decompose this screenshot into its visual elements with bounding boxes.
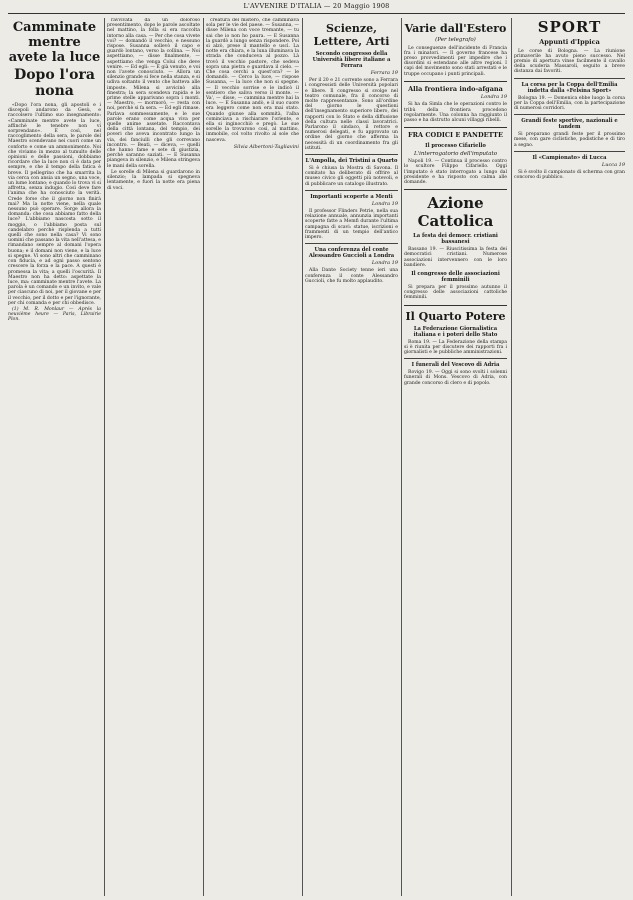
separator (404, 189, 507, 190)
running-head: L'AVVENIRE D'ITALIA — 20 Maggio 1908 (243, 2, 390, 10)
separator (404, 81, 507, 82)
article-subtitle: Il processo Cifariello (425, 142, 486, 149)
article-body: Rovigo 19. — Oggi si sono svolti i solenni funerali di Mons. Vescovo di Adria, con grande concorso di clero e di popolo. (404, 370, 507, 386)
column-2 (107, 18, 200, 896)
article-subtitle: La festa dei democr. cristiani bassanesi (413, 233, 498, 246)
dateline: Ferrara 19 (370, 70, 398, 76)
section-title-azione-cattolica: Azione Cattolica (417, 194, 494, 231)
article-body: «Dopo l'ora nona, gli apostoli e i discepoli andarono da Gesù, e raccolsero l'ultimo suo insegnamento: «Camminate mentre avete la luce, affinchè le tenebre non vi sorprendano». E così, nel raccoglimento della sera, le parole del Maestro scendevano nei cuori come un conforto e come un ammonimento. Noi che viviamo in mezzo al tumulto delle opinioni e delle passioni, dobbiamo ricordare che la luce non ci è data per sempre, e che il tempo della fatica è breve. Il pellegrino che ha smarrita la via cerca con ansia un segno, una voce, un lume lontano; e quando lo trova vi si affretta, senza indugio. Così deve fare l'anima che ha conosciuto la verità. Crede forse che il giorno non finirà mai? Ma la notte viene, nella quale nessuno può operare. Sorge allora la domanda: che cosa abbiamo fatto della luce? L'abbiamo nascosta sotto il moggio, o l'abbiamo posta sul candelabro perchè risplenda a tutti quelli che sono nella casa? Vi sono uomini che passano la vita nell'attesa, e rimandano sempre al domani l'opera buona; e il domani non viene, e la luce si spegne. Vi sono altri che camminano con fiducia, e ad ogni passo sentono crescere la forza e la pace. A questi è promessa la vita; a quelli l'oscurità. Il Maestro non ha detto: aspettate la luce, ma: camminate mentre l'avete. La parola è un comando e un invito, e vale per ciascuno di noi, per il giovane e per il vecchio, per il dotto e per l'ignorante, per chi comanda e per chi obbedisce. (8, 103, 101, 306)
article-body: Alla Dante Society tenne ieri una conferenza il conte Alessandro Guccioli, che fu molto applaudito. (305, 268, 398, 284)
separator (404, 305, 507, 306)
separator (305, 190, 398, 191)
article-body: Il professor Flinders Petrie, nella sua relazione annuale, annunzia importanti scoperte fatte a Memfi durante l'ultima campagna di scavi: statue, iscrizioni e frammenti di un tempio dell'antico impero. (305, 209, 398, 241)
article-subtitle: L'Ampolla, dei Tristini a Quarto (305, 158, 398, 165)
article-deck: Secondo congresso della Università libere italiane a Ferrara (312, 51, 391, 69)
section-subtitle: Appunti d'Ippica (539, 38, 600, 46)
separator (305, 243, 398, 244)
article-subtitle: Importanti scoperte a Mentì (310, 193, 393, 200)
story-body: ravvivata da un doloroso presentimento, dopo le parole ascoltate nel mattino, la folla si era raccolta intorno alla casa. — Per che cosa vivete voi? — domandò il vecchio, e nessuno rispose. Susanna sollevò il capo e guardò lontano, verso la collina. — Noi aspettiamo, — disse finalmente, — aspettiamo che venga Colui che deve venire. — Ed egli: — È già venuto, e voi non l'avete conosciuto. — Allora un silenzio grande si fece nella stanza, e si udiva soltanto il vento che batteva alle imposte. Milena si avvicinò alla finestra; la sera scendeva rapida e le prime stelle apparivano sopra i monti. — Maestro, — mormorò, — resta con noi, perchè si fa sera. — Ed egli rimase. Parlava sommessamente, e le sue parole erano come acqua viva per quelle anime assetate. Raccontava della città lontana, del tempio, dei poveri che aveva incontrato lungo la via, dei fanciulli che gli correvano incontro. — Beati, — diceva, — quelli che hanno fame e sete di giustizia, perchè saranno saziati. — E Susanna piangeva in silenzio, e Milena stringeva le mani della sorella. (107, 18, 200, 169)
article-deck: L'interrogatorio dell'imputato (413, 150, 498, 157)
column-3 (206, 18, 299, 896)
author-signature: Silvia Albertoni-Tagliavini (233, 143, 299, 150)
article-body: Si è chiusa la Mostra di Savona. Il comitato ha deliberato di offrire al museo civico gli oggetti più notevoli, e di pubblicare un catalogo illustrato. (305, 166, 398, 187)
article-body: Le corse di Bologna. — La riunione primaverile ha avuto pieno successo. Nel premio di apertura vinse facilmente il cavallo della scuderia Massaroli, seguito a breve distanza dai favoriti. (514, 48, 625, 75)
article-title-camminate: Camminate mentre avete la luce (8, 20, 101, 65)
article-body: Si ha da Simla che le operazioni contro le tribù della frontiera procedono regolarmente. Una colonna ha raggiunto il passo e ha distrutto alcuni villaggi ribelli. (404, 102, 507, 124)
column-divider (203, 18, 204, 896)
separator (404, 127, 507, 128)
section-title-sport: SPORT (537, 18, 602, 36)
column-divider (104, 18, 105, 896)
dateline: Lucca 19 (601, 161, 625, 168)
article-body: Si prepara per il prossimo autunno il congresso delle associazioni cattoliche femminili. (404, 285, 507, 301)
section-title-frontiera: Alla frontiera indo-afgana (408, 84, 503, 93)
header-rule (8, 13, 625, 14)
separator (514, 114, 625, 115)
article-body: Si preparano grandi feste per il prossimo mese, con gare ciclistiche, podistiche e di tiro a segno. (514, 132, 625, 148)
article-title-dopo-ora-nona: Dopo l'ora nona (14, 67, 95, 99)
dateline: Londra 19 (371, 260, 398, 267)
article-subtitle: Una conferenza del conte Alessandro Guccioli a Londra (308, 247, 395, 260)
column-4 (305, 18, 398, 896)
article-body: Bassano 19. — Riuscitissima la festa dei democratici cristiani. Numerose associazioni intervennero con le loro bandiere. (404, 247, 507, 268)
separator (514, 78, 625, 79)
column-5 (404, 18, 507, 896)
story-closing: Le sorelle di Milena si guardarono in silenzio; la lampada si spegneva lentamente, e fuori la notte era piena di voci. (107, 169, 200, 191)
article-subtitle: Grandi feste sportive, nazionali e tandem (521, 118, 618, 131)
article-body: Le conseguenze dell'incidente di Francia fra i minatori. — Il governo francese ha preso provvedimenti per impedire che i disordini si estendano alle altre regioni. I capi del movimento sono stati arrestati e le truppe occupano i punti principali. (404, 45, 507, 77)
section-title-scienze: Scienze, Lettere, Arti (313, 22, 390, 48)
separator (404, 358, 507, 359)
footnote: (1) M. R. Monlaur — Aprés la neuvième heure — Paris, Librairie Plon. (8, 306, 101, 323)
article-body: Roma 19. — La Federazione della stampa si è riunita per discutere dei rapporti fra i giornalisti e le pubbliche amministrazioni. (404, 339, 507, 356)
article-body: Si è svolto il campionato di scherma con gran concorso di pubblico. (514, 169, 625, 181)
column-divider (401, 18, 402, 896)
article-subtitle: Il congresso delle associazioni femminili (411, 271, 500, 284)
section-title-quarto-potere: Il Quarto Potere (405, 309, 506, 323)
column-6 (514, 18, 625, 896)
story-body: creatura del mistero, che camminava sola per le vie del paese. — Susanna, — disse Milena con voce tremante, — tu sai che io non ho paura. — E Susanna la guardò a lungo senza rispondere. Poi si alzò, prese il mantello e uscì. La notte era chiara, e la luna illuminava la strada che conduceva al pozzo. Là trovò il vecchio pastore, che sedeva sopra una pietra e guardava il cielo. — Che cosa cerchi a quest'ora? — le domandò. — Cerco la luce, — rispose Susanna, — la luce che non si spegne. — Il vecchio sorrise e le indicò il sentiero che saliva verso il monte. — Va', — disse, — cammina mentre hai la luce. — E Susanna andò, e il suo cuore era leggero come non era mai stato. Quando giunse alla sommità, l'alba cominciava a rischiarare l'oriente, e ella si inginocchiò e pregò. Le sue sorelle la trovarono così, al mattino, immobile, col volto rivolto al sole che nasceva. (206, 18, 299, 143)
section-title-varie-estero: Varie dall'Estero (404, 22, 507, 35)
column-divider (302, 18, 303, 896)
column-1 (8, 18, 101, 896)
article-subtitle: La Federazione Giornalistica italiana e i poteri dello Stato (413, 325, 498, 338)
article-subtitle: Il «Campionato» di Lucca (532, 154, 607, 161)
article-body: Bologna 19. — Domenica ebbe luogo la corsa per la Coppa dell'Emilia, con la partecipazione di numerosi corridori. (514, 95, 625, 111)
separator (514, 151, 625, 152)
column-divider (511, 18, 512, 896)
article-body: Per il 20 e 21 corrente sono a Ferrara i congressisti delle Università popolari e libere. Il congresso si svolge nel teatro comunale, fra il concorso di molte rappresentanze. Sono all'ordine del giorno le questioni dell'insegnamento superiore libero, dei rapporti con lo Stato e della diffusione della cultura nelle classi lavoratrici. Parlarono il sindaco, il rettore e numerosi delegati, e fu approvato un ordine del giorno che afferma la necessità di un coordinamento fra gli istituti. (305, 78, 398, 151)
separator (305, 154, 398, 155)
dateline: Londra 19 (371, 200, 398, 207)
dateline: Londra 19 (480, 94, 507, 101)
article-subtitle: La corsa per la Coppa dell'Emilia indetta dalla «Felsina Sport» (521, 81, 618, 94)
section-title-codici: FRA CODICI E PANDETTE (408, 131, 503, 140)
article-subtitle: I funerali del Vescovo di Adria (411, 362, 500, 369)
section-subtitle: (Per telegrafo) (435, 37, 476, 43)
article-body: Napoli 19. — Continua il processo contro lo scultore Filippo Cifariello. Oggi l'imputato è stato interrogato a lungo dal presidente e ha risposto con calma alle domande. (404, 159, 507, 186)
